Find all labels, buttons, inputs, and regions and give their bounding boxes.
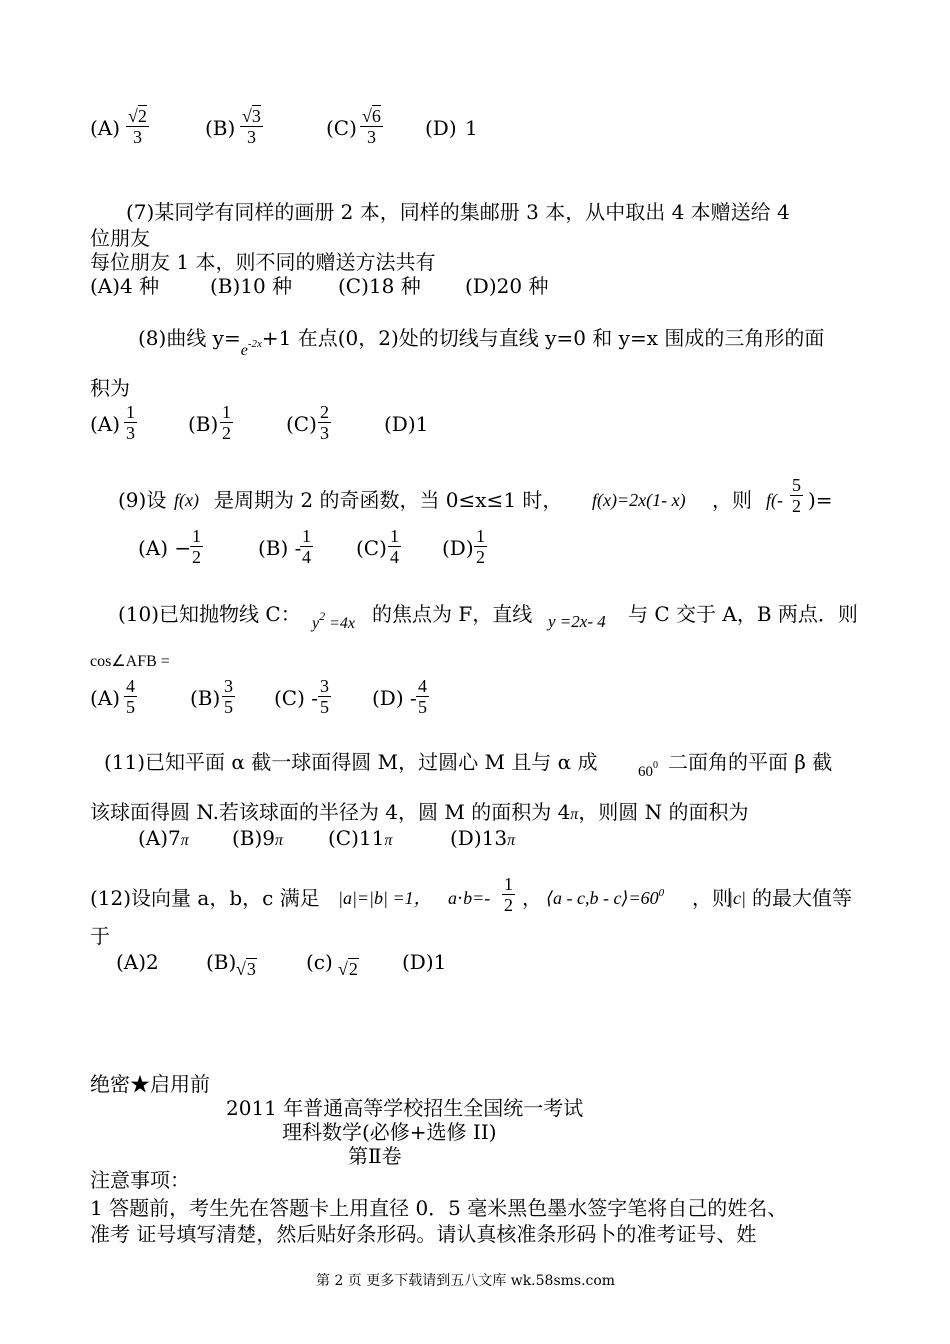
q10-option-d-label: (D) - (372, 686, 417, 710)
q12-option-a: (A)2 (116, 950, 159, 974)
q10-text: 的焦点为 F，直线 (372, 602, 533, 626)
q12-dot-product: a⋅b=- (448, 888, 491, 908)
q12-option-d: (D)1 (402, 950, 447, 974)
q9-option-d-fraction: $\frac{1}{2}$ (476, 526, 485, 567)
q9-prefix: (9)设 (118, 488, 167, 512)
q10-line: y =2x- 4 (548, 612, 606, 631)
q12-prefix: (12)设向量 a，b，c 满足 (90, 886, 320, 910)
q9-option-c-label: (C) (356, 536, 387, 560)
q11-option-c: (C)11π (328, 826, 393, 850)
q8-line2: 积为 (90, 376, 130, 400)
q8-option-c-fraction: $\frac{2}{3}$ (320, 402, 329, 443)
q8-option-a-fraction: $\frac{1}{3}$ (126, 402, 135, 443)
q8-line1: (8)曲线 $y=_e-2x+1$ 在点(0，2)处的切线与直线 y=0 和 y=x 围成的三角形的面 (138, 326, 825, 359)
notice-item-1-line2: 准考 证号填写清楚，然后贴好条形码。请认真核准条形码卜的准考证号、姓 (90, 1222, 757, 1246)
q12-option-b-value: √3 (236, 959, 256, 979)
q10-parabola: $y^2 =4x$ (312, 609, 356, 632)
q10-option-d-fraction: $\frac{4}{5}$ (418, 676, 427, 717)
q8-option-d: (D)1 (384, 412, 429, 436)
q8-option-c-label: (C) (286, 412, 317, 436)
q9-option-d-label: (D) (442, 536, 474, 560)
q9-definition: f(x)=2x(1- x) (592, 490, 686, 510)
q12-option-c-value: √2 (338, 959, 358, 979)
q12-then: ，则 (692, 886, 732, 910)
q6-option-b-value: $\frac{√3}{3}$ (242, 106, 261, 147)
q12-angle-condition: ⟨a - $c,b - c⟩=60^0$ (546, 887, 665, 908)
q7-option-a: (A)4 种 (90, 274, 160, 298)
q9-eval-fraction: $\frac{5}{2}$ (792, 475, 801, 516)
exam-subject: 理科数学(必修+选修 II) (282, 1120, 497, 1144)
q9-option-b-fraction: $\frac{1}{4}$ (302, 526, 311, 567)
q12-abs-c: |c| (728, 888, 746, 908)
q11-angle: $60^0$ (638, 760, 658, 780)
q10-option-a-fraction: $\frac{4}{5}$ (126, 676, 135, 717)
q9-option-a-fraction: $\frac{1}{2}$ (192, 526, 201, 567)
q9-option-b-label: (B) - (258, 536, 302, 560)
q12-suffix: 的最大值等 (752, 886, 852, 910)
q7-line2: 位朋友 (90, 226, 150, 250)
q12-dot-fraction: $\frac{1}{2}$ (504, 874, 513, 915)
q10-option-b-fraction: $\frac{3}{5}$ (224, 676, 233, 717)
q6-option-d-value: 1 (465, 116, 478, 140)
q12-abs-condition: |a|=|b| =1， (338, 888, 432, 908)
q11-prefix: (11)已知平面 α 截一球面得圆 M，过圆心 M 且与 α 成 (104, 750, 598, 774)
q10-option-c-label: (C) - (274, 686, 319, 710)
page-footer: 第 2 页 更多下载请到五八文库 wk.58sms.com (316, 1273, 616, 1289)
q12-option-b-label: (B) (206, 950, 237, 974)
q7-option-d: (D)20 种 (465, 274, 549, 298)
q10-option-b-label: (B) (190, 686, 221, 710)
exam-part: 第Ⅱ卷 (348, 1144, 402, 1168)
q11-option-b: (B)9π (232, 826, 284, 850)
q9-eval-suffix: )= (808, 488, 833, 512)
q10-suffix: 与 C 交于 A，B 两点．则 (628, 602, 858, 626)
q8-option-b-label: (B) (188, 412, 219, 436)
q7-option-c: (C)18 种 (338, 274, 421, 298)
q11-line2: 该球面得圆 N.若该球面的半径为 4，圆 M 的面积为 4π，则圆 N 的面积为 (90, 800, 749, 824)
notice-item-1-line1: 1 答题前，考生先在答题卡上用直径 0．5 毫米黑色墨水签字笔将自己的姓名、 (90, 1196, 788, 1220)
notice-heading: 注意事项： (90, 1168, 190, 1192)
q12-option-c-label: (c) (306, 950, 333, 974)
q9-option-a-label: (A) − (138, 536, 192, 560)
q9-function: f(x) (174, 490, 199, 510)
q9-text: 是周期为 2 的奇函数，当 0≤x≤1 时， (214, 488, 563, 512)
q9-then: ，则 (712, 488, 752, 512)
q11-suffix: 二面角的平面 β 截 (668, 750, 833, 774)
q10-cos: cos∠AFB = (90, 653, 170, 670)
q7-line1: (7)某同学有同样的画册 2 本，同样的集邮册 3 本，从中取出 4 本赠送给 4 (126, 200, 790, 224)
q10-option-c-fraction: $\frac{3}{5}$ (320, 676, 329, 717)
q8-option-b-fraction: $\frac{1}{2}$ (222, 402, 231, 443)
q12-comma: ， (522, 886, 542, 910)
q7-option-b: (B)10 种 (210, 274, 293, 298)
q7-line3: 每位朋友 1 本，则不同的赠送方法共有 (90, 250, 436, 274)
q6-option-c-label: (C) (326, 116, 357, 140)
q6-option-d-label: (D) (425, 116, 457, 140)
exam-title: 2011 年普通高等学校招生全国统一考试 (226, 1096, 584, 1120)
q12-line2: 于 (90, 924, 110, 948)
q6-option-a-value: $\frac{√2}{3}$ (128, 106, 147, 147)
q8-option-a-label: (A) (90, 412, 121, 436)
q11-option-a: (A)7π (138, 826, 189, 850)
q11-option-d: (D)13π (450, 826, 516, 850)
q6-option-b-label: (B) (205, 116, 236, 140)
secret-mark: 绝密★启用前 (90, 1072, 210, 1096)
q10-option-a-label: (A) (90, 686, 121, 710)
q9-eval-prefix: f(- (766, 490, 783, 510)
q9-option-c-fraction: $\frac{1}{4}$ (390, 526, 399, 567)
q6-option-a-label: (A) (90, 116, 121, 140)
q6-option-c-value: $\frac{√6}{3}$ (362, 106, 381, 147)
q10-prefix: (10)已知抛物线 C： (118, 602, 301, 626)
